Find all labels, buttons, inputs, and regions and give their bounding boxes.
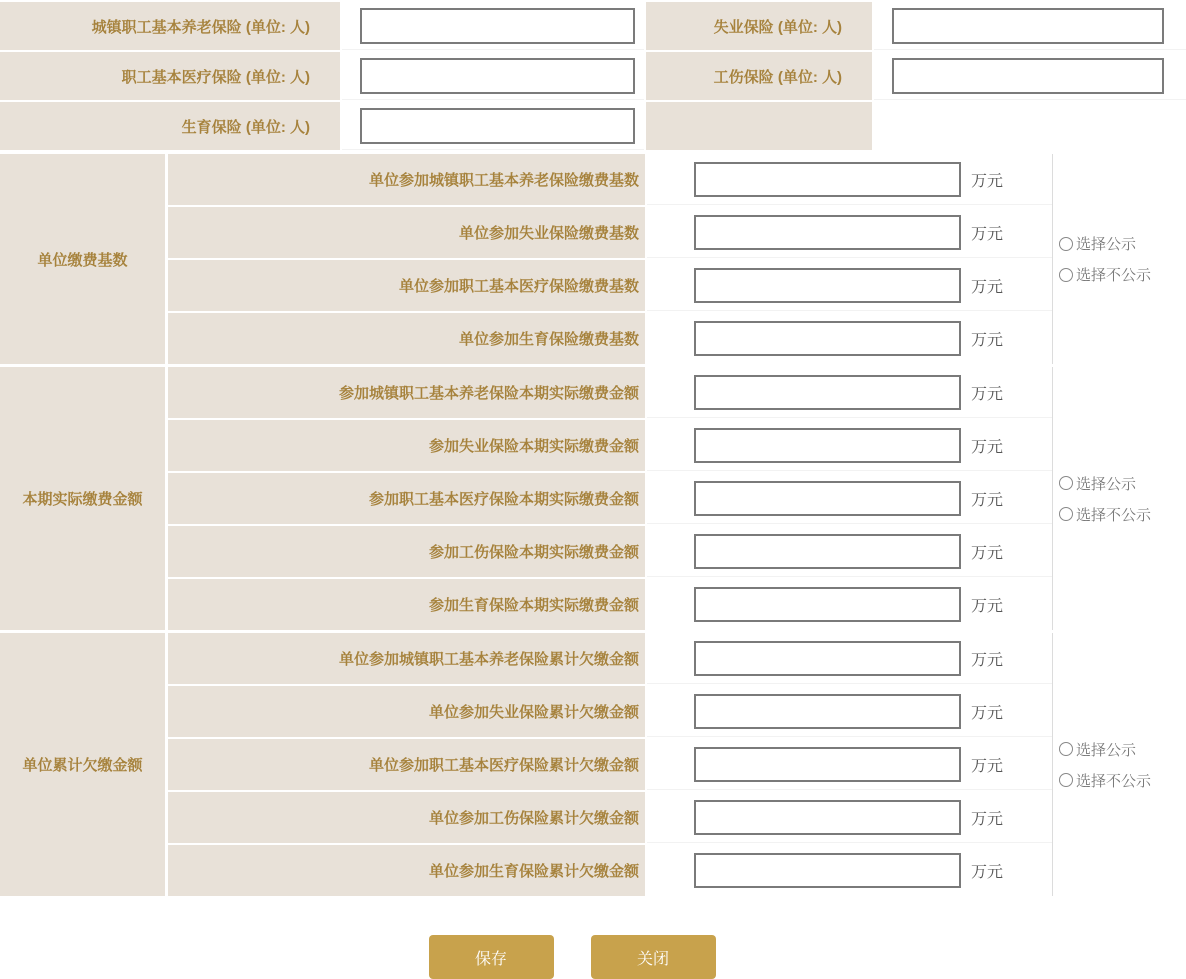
pension-arrears-input[interactable] <box>694 641 961 676</box>
radio-choose-not-public[interactable]: 选择不公示 <box>1059 264 1186 285</box>
maternity-base-label: 单位参加生育保险缴费基数 <box>168 313 645 364</box>
unit-label: 万元 <box>971 704 1004 722</box>
actual-payment-group-label: 本期实际缴费金额 <box>0 367 165 630</box>
arrears-group-label: 单位累计欠缴金额 <box>0 633 165 896</box>
radio-choose-not-public[interactable]: 选择不公示 <box>1059 504 1186 525</box>
unit-label: 万元 <box>971 332 1004 349</box>
arrears-publicity-options <box>1052 633 1186 896</box>
group-row <box>168 792 1052 843</box>
pension-base-label: 单位参加城镇职工基本养老保险缴费基数 <box>168 154 645 205</box>
pension-paid-label: 参加城镇职工基本养老保险本期实际缴费金额 <box>168 367 645 418</box>
unit-label: 万元 <box>971 491 1004 509</box>
maternity-paid-input[interactable] <box>694 587 961 622</box>
unit-label: 万元 <box>971 278 1004 296</box>
maternity-base-input[interactable] <box>694 321 961 356</box>
work-injury-count-label: 工伤保险 (单位: 人) <box>646 52 872 100</box>
unemployment-arrears-label: 单位参加失业保险累计欠缴金额 <box>168 686 645 737</box>
medical-count-input[interactable] <box>360 58 635 94</box>
radio-circle-icon <box>1059 268 1073 282</box>
group-row <box>168 313 1052 364</box>
maternity-arrears-input[interactable] <box>694 853 961 888</box>
group-row <box>168 420 1052 471</box>
unit-label: 万元 <box>971 225 1004 243</box>
save-button[interactable]: 保存 <box>429 935 554 979</box>
payment-base-publicity-options <box>1052 154 1186 364</box>
medical-base-label: 单位参加职工基本医疗保险缴费基数 <box>168 260 645 311</box>
injury-paid-label: 参加工伤保险本期实际缴费金额 <box>168 526 645 577</box>
medical-count-label: 职工基本医疗保险 (单位: 人) <box>0 52 340 100</box>
action-button-bar <box>0 935 1186 979</box>
unit-label: 万元 <box>971 757 1004 775</box>
unemployment-count-input[interactable] <box>892 8 1164 44</box>
work-injury-count-cell <box>874 52 1186 100</box>
form-row <box>0 52 1186 100</box>
empty-cell <box>874 102 1186 150</box>
payment-base-group <box>0 154 1186 364</box>
medical-base-input[interactable] <box>694 268 961 303</box>
radio-circle-icon <box>1059 507 1073 521</box>
group-row <box>168 473 1052 524</box>
urban-pension-count-cell <box>342 2 644 50</box>
pension-arrears-label: 单位参加城镇职工基本养老保险累计欠缴金额 <box>168 633 645 684</box>
actual-payment-publicity-options <box>1052 367 1186 630</box>
unit-label: 万元 <box>971 864 1004 881</box>
unemployment-count-label: 失业保险 (单位: 人) <box>646 2 872 50</box>
pension-base-input[interactable] <box>694 162 961 197</box>
radio-choose-not-public[interactable]: 选择不公示 <box>1059 770 1186 791</box>
radio-choose-public[interactable]: 选择公示 <box>1059 739 1186 760</box>
maternity-count-cell <box>342 102 644 150</box>
medical-paid-input[interactable] <box>694 481 961 516</box>
unit-label: 万元 <box>971 651 1004 669</box>
unit-label: 万元 <box>971 598 1004 615</box>
urban-pension-count-input[interactable] <box>360 8 635 44</box>
work-injury-count-input[interactable] <box>892 58 1164 94</box>
group-row <box>168 367 1052 418</box>
arrears-group <box>0 633 1186 896</box>
pension-paid-input[interactable] <box>694 375 961 410</box>
insurance-amount-sections <box>0 154 1186 896</box>
unit-label: 万元 <box>971 438 1004 456</box>
unemployment-arrears-input[interactable] <box>694 694 961 729</box>
empty-label-cell <box>646 102 872 150</box>
group-row <box>168 686 1052 737</box>
unemployment-paid-label: 参加失业保险本期实际缴费金额 <box>168 420 645 471</box>
close-button[interactable]: 关闭 <box>591 935 716 979</box>
unit-label: 万元 <box>971 385 1004 403</box>
group-row <box>168 739 1052 790</box>
group-row <box>168 579 1052 630</box>
urban-pension-count-label: 城镇职工基本养老保险 (单位: 人) <box>0 2 340 50</box>
unemployment-paid-input[interactable] <box>694 428 961 463</box>
radio-circle-icon <box>1059 476 1073 490</box>
group-row <box>168 633 1052 684</box>
group-row <box>168 207 1052 258</box>
maternity-count-label: 生育保险 (单位: 人) <box>0 102 340 150</box>
medical-arrears-label: 单位参加职工基本医疗保险累计欠缴金额 <box>168 739 645 790</box>
unemployment-base-input[interactable] <box>694 215 961 250</box>
group-row <box>168 260 1052 311</box>
medical-count-cell <box>342 52 644 100</box>
medical-paid-label: 参加职工基本医疗保险本期实际缴费金额 <box>168 473 645 524</box>
radio-circle-icon <box>1059 237 1073 251</box>
unit-label: 万元 <box>971 172 1004 190</box>
maternity-paid-label: 参加生育保险本期实际缴费金额 <box>168 579 645 630</box>
unit-label: 万元 <box>971 810 1004 828</box>
payment-base-group-label: 单位缴费基数 <box>0 154 165 364</box>
maternity-count-input[interactable] <box>360 108 635 144</box>
actual-payment-group <box>0 367 1186 630</box>
maternity-arrears-label: 单位参加生育保险累计欠缴金额 <box>168 845 645 896</box>
injury-paid-input[interactable] <box>694 534 961 569</box>
medical-arrears-input[interactable] <box>694 747 961 782</box>
radio-choose-public[interactable]: 选择公示 <box>1059 233 1186 254</box>
group-row <box>168 845 1052 896</box>
form-row <box>0 2 1186 50</box>
group-row <box>168 154 1052 205</box>
radio-circle-icon <box>1059 742 1073 756</box>
form-row <box>0 102 1186 150</box>
unemployment-base-label: 单位参加失业保险缴费基数 <box>168 207 645 258</box>
unemployment-count-cell <box>874 2 1186 50</box>
injury-arrears-label: 单位参加工伤保险累计欠缴金额 <box>168 792 645 843</box>
unit-label: 万元 <box>971 544 1004 562</box>
radio-choose-public[interactable]: 选择公示 <box>1059 473 1186 494</box>
group-row <box>168 526 1052 577</box>
radio-circle-icon <box>1059 773 1073 787</box>
injury-arrears-input[interactable] <box>694 800 961 835</box>
insured-counts-section <box>0 2 1186 150</box>
